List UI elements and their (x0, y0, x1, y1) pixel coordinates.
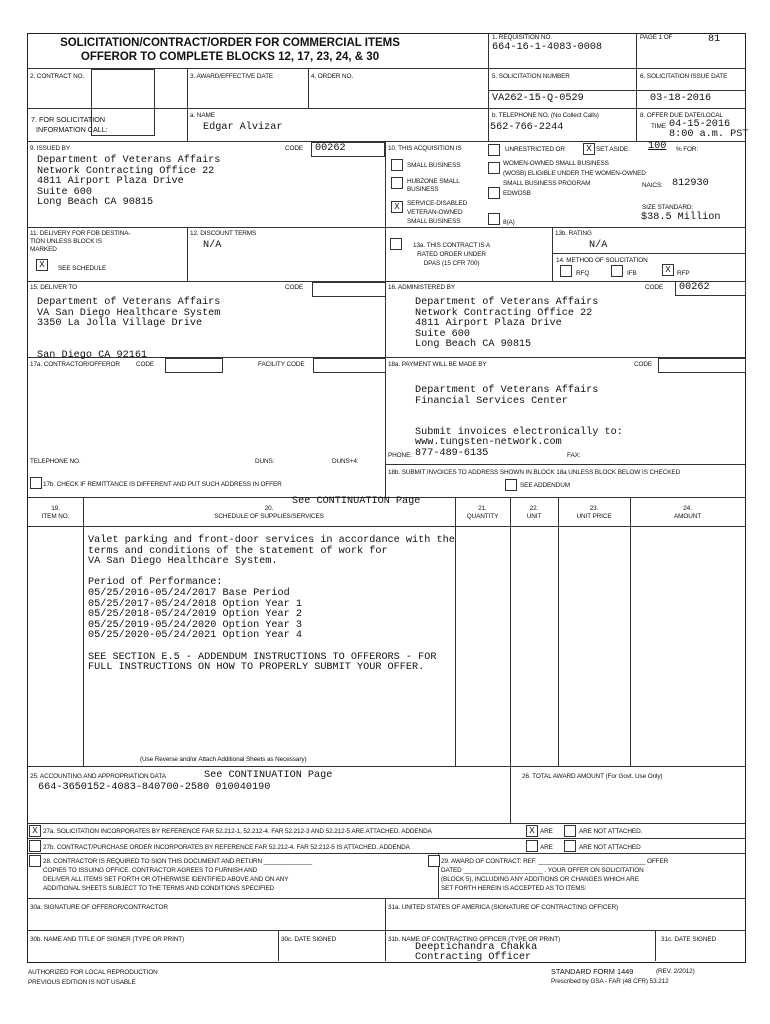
requisition-number: 664-16-1-4083-0008 (492, 42, 603, 53)
contractor-code-box[interactable] (165, 358, 223, 373)
offer-due-date: 04-15-2016 (669, 119, 731, 130)
accounting-note: See CONTINUATION Page (204, 770, 333, 781)
payment-fax-label: FAX: (567, 452, 581, 459)
deliver-to-code-box (312, 282, 386, 297)
27b-are-label: ARE (540, 844, 553, 851)
percent-for-label: % FOR: (676, 146, 699, 153)
8a-label: 8(A) (503, 219, 515, 226)
set-aside-percent: 100 (648, 141, 667, 152)
hubzone-label: HUBZONE SMALL BUSINESS (407, 178, 460, 193)
27a-are-not-label: ARE NOT ATTACHED. (579, 828, 643, 835)
rfp-label: RFP (677, 270, 690, 277)
payment-code-box (658, 358, 746, 373)
page-label: PAGE 1 OF (640, 34, 673, 41)
total-award-label: 26. TOTAL AWARD AMOUNT (For Govt. Use Only) (522, 773, 663, 780)
solicitation-number: VA262-15-Q-0529 (492, 93, 584, 104)
contact-name: Edgar Alvizar (203, 122, 283, 133)
discount-terms-label: 12. DISCOUNT TERMS (190, 230, 257, 237)
payment-phone: 877-489-6135 (415, 448, 489, 459)
27a-text: 27a. SOLICITATION INCORPORATES BY REFERENCE FAR 52.212-1, 52.212-4. FAR 52.212-3 AND 52.212-5 ARE ATTACHED. ADDENDA (43, 828, 432, 835)
rating-label: 13b. RATING (555, 230, 592, 237)
ifb-label: IFB (627, 270, 637, 277)
co-date-label: 31c. DATE SIGNED (661, 936, 717, 943)
edwosb-label: EDWOSB (503, 190, 531, 197)
col-quantity: 21. QUANTITY (466, 505, 499, 520)
rfq-checkbox[interactable] (560, 265, 572, 277)
reverse-note: (Use Reverse and/or Attach Additional Sheets as Necessary) (140, 756, 307, 763)
contract-no-label: 2. CONTRACT NO. (30, 73, 85, 80)
8a-checkbox[interactable] (488, 213, 500, 225)
size-standard-label: SIZE STANDARD: (642, 204, 694, 211)
29-checkbox[interactable] (428, 855, 440, 867)
form-revision: (REV. 2/2012) (656, 968, 695, 975)
dpas-checkbox[interactable] (390, 238, 402, 250)
contracting-officer-title: Contracting Officer (415, 952, 532, 963)
method-label: 14. METHOD OF SOLICITATION (556, 257, 648, 264)
27b-are-checkbox[interactable] (526, 840, 538, 852)
order-no-label: 4. ORDER NO. (311, 73, 354, 80)
rfp-checkbox[interactable]: X (662, 264, 674, 276)
accounting-label: 25. ACCOUNTING AND APPROPRIATION DATA (30, 773, 166, 780)
facility-code-box[interactable] (313, 358, 386, 373)
offer-due-time: 8:00 a.m. PST (669, 129, 749, 140)
administered-code: 00262 (679, 282, 710, 293)
27b-text: 27b. CONTRACT/PURCHASE ORDER INCORPORATES BY REFERENCE FAR 52.212-4. FAR 52.212-5 IS ATTACHED. ADDENDA (43, 844, 410, 851)
page-total: 81 (708, 34, 721, 45)
requisition-label: 1. REQUISITION NO. (492, 34, 552, 41)
size-standard: $38.5 Million (641, 212, 721, 223)
small-business-label: SMALL BUSINESS (407, 162, 461, 169)
solicitation-number-label: 5. SOLICITATION NUMBER (492, 73, 570, 80)
deliver-to-address: Department of Veterans Affairs VA San Diego Healthcare System 3350 La Jolla Village Drive San Diego CA 92161 (37, 297, 221, 362)
rating: N/A (589, 240, 608, 251)
unrestricted-label: UNRESTRICTED OR (505, 146, 565, 153)
issued-by-code: 00262 (315, 143, 346, 154)
fob-label: 11. DELIVERY FOR FOB DESTINA- TION UNLESS BLOCK IS MARKED (30, 230, 131, 253)
naics-code: 812930 (672, 178, 709, 189)
administered-by-label: 16. ADMINISTERED BY (388, 284, 455, 291)
contact-phone: 562-766-2244 (490, 122, 564, 133)
issue-date: 03-18-2016 (650, 93, 712, 104)
issue-date-label: 6. SOLICITATION ISSUE DATE (640, 73, 728, 80)
issued-by-code-label: CODE (285, 145, 304, 152)
continuation-note: See CONTINUATION Page (292, 496, 421, 507)
contractor-phone-label: TELEPHONE NO. (30, 458, 81, 465)
award-date-label: 3. AWARD/EFFECTIVE DATE (190, 73, 274, 80)
28-text: 28. CONTRACTOR IS REQUIRED TO SIGN THIS DOCUMENT AND RETURN ______________ COPIES TO ISSUING OFFICE. CONTRACTOR AGREES TO FURNISH AND DELIVER ALL ITEMS SET FORTH OR OTHERWISE IDENTIFIED ABOVE AND ON ANY ADDITIONAL SHEETS SUBJECT TO THE TERMS AND CONDITIONS SPECIFIED (43, 858, 313, 892)
set-aside-label: SET ASIDE: (596, 146, 630, 153)
sdvosb-checkbox[interactable]: X (391, 201, 403, 213)
contracting-officer-name: Deeptichandra Chakka (415, 942, 538, 953)
name-label: a. NAME (190, 112, 215, 119)
footer-reproduction: AUTHORIZED FOR LOCAL REPRODUCTION PREVIOUS EDITION IS NOT USABLE (28, 969, 158, 986)
edwosb-checkbox[interactable] (488, 187, 500, 199)
set-aside-checkbox[interactable]: X (583, 143, 595, 155)
duns-label: DUNS: (255, 458, 275, 465)
time-label: TIME (651, 123, 666, 130)
wosb-checkbox[interactable] (488, 162, 500, 174)
standard-form: STANDARD FORM 1449 (551, 967, 634, 976)
form-title: SOLICITATION/CONTRACT/ORDER FOR COMMERCIAL ITEMS OFFEROR TO COMPLETE BLOCKS 12, 17, 23, 24, & 30 (60, 37, 400, 63)
27a-are-label: ARE (540, 828, 553, 835)
signer-name-label: 30b. NAME AND TITLE OF SIGNER (TYPE OR PRINT) (30, 936, 185, 943)
hubzone-checkbox[interactable] (391, 177, 403, 189)
dpas-label: 13a. THIS CONTRACT IS A RATED ORDER UNDER DPAS (15 CFR 700) (413, 242, 491, 267)
co-name-label: 31b. NAME OF CONTRACTING OFFICER (TYPE OR PRINT) (388, 936, 561, 943)
deliver-to-label: 15. DELIVER TO (30, 284, 78, 291)
rfq-label: RFQ (576, 270, 590, 277)
offeror-date-label: 30c. DATE SIGNED (281, 936, 337, 943)
administered-by-address: Department of Veterans Affairs Network Contracting Office 22 4811 Airport Plaza Drive Suite 600 Long Beach CA 90815 (415, 297, 599, 351)
col-unit-price: 23. UNIT PRICE (576, 505, 612, 520)
col-item-no: 19. ITEM NO. (41, 505, 70, 520)
submit-invoice-label: 18b. SUBMIT INVOICES TO ADDRESS SHOWN IN BLOCK 18a UNLESS BLOCK BELOW IS CHECKED (388, 469, 681, 476)
28-checkbox[interactable] (29, 855, 41, 867)
accounting-data: 664-3650152-4083-840700-2580 010040190 (38, 782, 271, 793)
discount-terms: N/A (203, 240, 222, 251)
solicitation-info-label: 7. FOR SOLICITATION INFORMATION CALL: (31, 115, 108, 134)
co-signature-label: 31a. UNITED STATES OF AMERICA (SIGNATURE OF CONTRACTING OFFICER) (388, 904, 619, 911)
27a-are-checkbox[interactable]: X (526, 825, 538, 837)
administered-code-label: CODE (645, 284, 664, 291)
acquisition-label: 10. THIS ACQUISITION IS (388, 145, 462, 152)
see-schedule-checkbox[interactable]: X (36, 259, 48, 271)
issued-by-label: 9. ISSUED BY (30, 145, 70, 152)
deliver-to-code-label: CODE (285, 284, 304, 291)
29-text: 29. AWARD OF CONTRACT: REF. _______________________________ OFFER DATED _______________________ . YOUR OFFER ON SOLICITATION (BLOCK 5), INCLUDING ANY ADDITIONS OR CHANGES WHICH ARE SET FORTH HEREIN IS ACCEPTED AS TO ITEMS: (441, 858, 669, 892)
payment-by-label: 18a. PAYMENT WILL BE MADE BY (388, 361, 487, 368)
27b-are-not-label: ARE NOT ATTACHED (579, 844, 641, 851)
schedule-description: Valet parking and front-door services in accordance with the terms and conditions of the statement of work for VA San Diego Healthcare System. Period of Performance: 05/25/2016-05/24/2017 Base Period 05/25/2017-05/24/2018 Option Year 1 05/25/2018-05/24/2019 Option Year 2 05/25/2019-05/24/2020 Option Year 3 05/25/2020-05/24/2021 Option Year 4 SEE SECTION E.5 - ADDENDUM INSTRUCTIONS TO OFFERORS - FOR FULL INSTRUCTIONS ON HOW TO PROPERLY SUBMIT YOUR OFFER. (88, 535, 455, 674)
27a-are-not-checkbox[interactable] (564, 825, 576, 837)
offeror-signature-label: 30a. SIGNATURE OF OFFEROR/CONTRACTOR (30, 904, 168, 911)
col-amount: 24. AMOUNT (673, 505, 702, 520)
offer-due-label: 8. OFFER DUE DATE/LOCAL (640, 112, 723, 119)
payment-code-label: CODE (634, 361, 653, 368)
naics-label: NAICS: (642, 182, 663, 189)
payment-phone-label: PHONE: (388, 452, 412, 459)
issued-by-address: Department of Veterans Affairs Network Contracting Office 22 4811 Airport Plaza Drive Suite 600 Long Beach CA 90815 (37, 155, 221, 209)
contractor-code-label: CODE (136, 361, 155, 368)
small-business-checkbox[interactable] (391, 159, 403, 171)
unrestricted-checkbox[interactable] (488, 144, 500, 156)
duns4-label: DUNS+4: (332, 458, 359, 465)
remittance-label: 17b. CHECK IF REMITTANCE IS DIFFERENT AND PUT SUCH ADDRESS IN OFFER (43, 481, 282, 488)
ifb-checkbox[interactable] (611, 265, 623, 277)
see-addendum-label: SEE ADDENDUM (520, 482, 570, 489)
contractor-label: 17a. CONTRACTOR/OFFEROR (30, 361, 120, 368)
27b-are-not-checkbox[interactable] (564, 840, 576, 852)
sdvosb-label: SERVICE-DISABLED VETERAN-OWNED SMALL BUSINESS (407, 200, 468, 225)
remittance-checkbox[interactable] (30, 477, 42, 489)
27a-checkbox[interactable]: X (29, 825, 41, 837)
27b-checkbox[interactable] (29, 840, 41, 852)
col-unit: 22. UNIT (526, 505, 542, 520)
see-schedule-label: SEE SCHEDULE (58, 265, 107, 272)
wosb-label: WOMEN-OWNED SMALL BUSINESS (WOSB) ELIGIBLE UNDER THE WOMEN-OWNED SMALL BUSINESS PROGRAM (503, 160, 646, 187)
see-addendum-checkbox[interactable] (505, 479, 517, 491)
col-supplies: 20. SCHEDULE OF SUPPLIES/SERVICES (214, 505, 324, 520)
payment-address: Department of Veterans Affairs Financial Services Center Submit invoices electronically to: www.tungsten-network.com (415, 385, 623, 449)
facility-code-label: FACILITY CODE (258, 361, 305, 368)
phone-label: b. TELEPHONE NO. (No Collect Calls) (492, 112, 599, 119)
prescribed-by: Prescribed by GSA - FAR (48 CFR) 53.212 (551, 978, 669, 985)
